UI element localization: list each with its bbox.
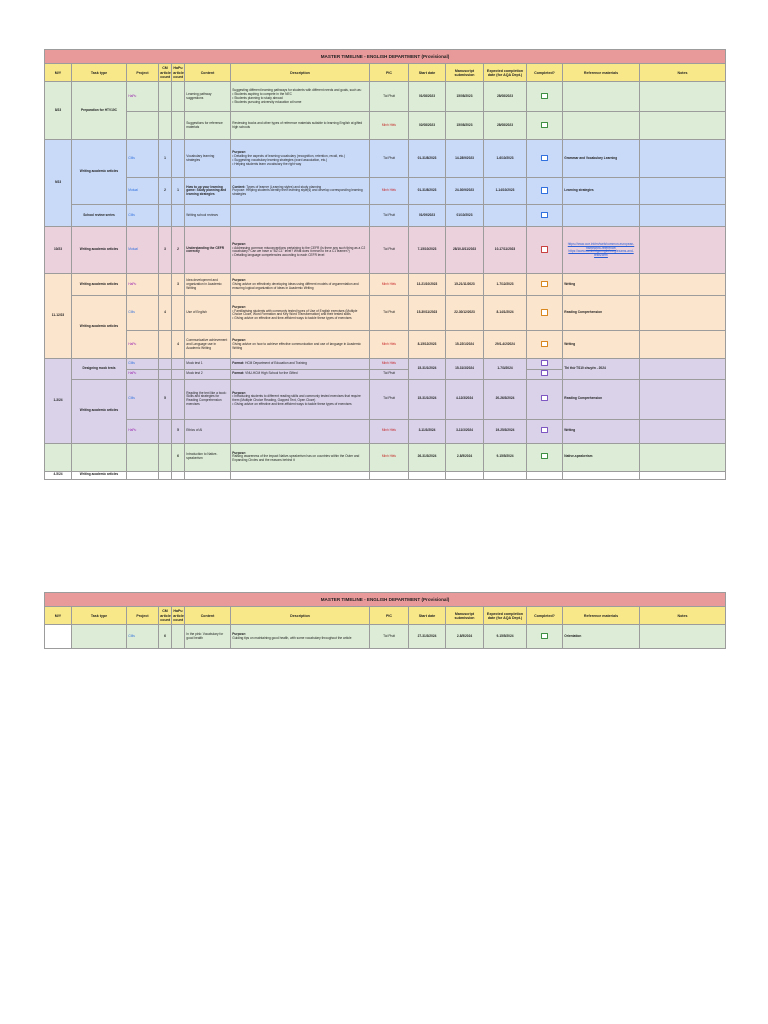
cell-content[interactable]: Writing school reviews [185,205,231,227]
completed-checkbox[interactable] [541,453,547,459]
table-row [45,82,726,112]
header-content[interactable]: Content [185,607,231,625]
timeline-table-page-2 [44,592,726,649]
completed-checkbox[interactable] [541,93,547,99]
cell-reference[interactable]: Reading Comprehension [563,296,640,331]
cell-completed[interactable] [527,369,563,379]
cell-manuscript[interactable]: 2-8/5/2024 [446,625,484,649]
table-row [45,359,726,369]
cell-expected[interactable]: 1-6/10/2023 [484,140,527,178]
cell-content[interactable]: Mock test 2 [185,369,231,379]
cell-pic[interactable]: Tài Phát [370,625,409,649]
cell-reference[interactable]: Writing [563,331,640,359]
cell-expected[interactable]: 29/1-4/2/2024 [484,331,527,359]
completed-checkbox[interactable] [541,246,547,252]
cell-task[interactable] [72,625,127,649]
cell-task[interactable]: Preparation for HTV10C [72,82,127,140]
completed-checkbox[interactable] [541,427,547,433]
cell-hapu[interactable] [172,296,185,331]
table-row [45,625,726,649]
cell-completed[interactable] [527,296,563,331]
header-my[interactable]: M/Y [45,607,72,625]
header-project[interactable]: Project [127,64,159,82]
cell-start[interactable]: 01-31/8/2023 [409,140,446,178]
cell-task[interactable] [72,443,127,471]
cell-pic[interactable]: Minh Hiếu [370,359,409,369]
desc-text: • Detailing the aspects of learning vocabulary (recognition, retention, recall, etc.) • Suggesting vocabulary learning strategies (word association, etc.) • Helping students learn vocabulary the right way [232,154,346,166]
cell-content[interactable]: How to up your learning game: Study planning and learning strategies [185,178,231,205]
cell-my[interactable]: 1-3/24 [45,359,72,443]
desc-text: VNU-HCM High School for the Gifted [245,371,298,376]
cell-my[interactable]: 9/23 [45,140,72,227]
desc-text: Raising awareness of the impact Native-speakerism has on countries within the Outer and Expanding Circles and the reasons behind it [232,454,360,463]
desc-text: Giving advice on how to achieve effective communication and use of language in Academic Writing [232,341,361,350]
cell-content[interactable]: Suggestions for reference materials [185,112,231,140]
cell-expected[interactable]: 10-17/11/2023 [484,227,527,274]
cell-task[interactable]: School review series [72,205,127,227]
cell-manuscript[interactable]: 4-12/3/2024 [446,379,484,419]
cell-expected[interactable]: 1-14/10/2023 [484,178,527,205]
cell-completed[interactable] [527,419,563,443]
header-cm-count[interactable]: CM article count [159,607,172,625]
completed-checkbox[interactable] [541,370,547,376]
cell-project[interactable]: CMs [127,205,159,227]
header-task-type[interactable]: Task type [72,64,127,82]
cell-hapu[interactable] [172,112,185,140]
cell-description[interactable] [231,227,370,274]
cell-expected[interactable]: 19-25/3/2024 [484,419,527,443]
cell-notes[interactable] [640,112,726,140]
cell-description[interactable] [231,359,370,369]
desc-text: Guiding tips on maintaining good health, with some vocabulary throughout the article [232,635,352,640]
cell-start[interactable]: 02/08/2023 [409,112,446,140]
cell-project[interactable]: CMs [127,359,159,369]
table-row [45,379,726,419]
cell-content[interactable]: Learning pathway suggestions [185,82,231,112]
desc-label: Format: [232,361,245,366]
cell-manuscript[interactable]: 15-21/11/2023 [446,274,484,296]
cell-expected[interactable] [484,205,527,227]
header-hapu-count[interactable]: HaPu article count [172,607,185,625]
cell-cm[interactable] [159,274,172,296]
cell-completed[interactable] [527,625,563,649]
cell-start[interactable]: 8-15/12/2023 [409,331,446,359]
cell-notes[interactable] [640,82,726,112]
cell-content[interactable]: Introduction to Native-speakerism [185,443,231,471]
cell-description[interactable] [231,369,370,379]
cell-pic[interactable]: Minh Hiếu [370,419,409,443]
table-row [45,140,726,178]
cell-project[interactable]: CMs [127,140,159,178]
cell-content[interactable]: Mock test 1 [185,359,231,369]
completed-checkbox[interactable] [541,341,547,347]
cell-project[interactable]: CMs [127,296,159,331]
cell-manuscript[interactable]: 14-28/9/2023 [446,140,484,178]
cell-project[interactable] [127,112,159,140]
cell-pic[interactable]: Tài Phát [370,140,409,178]
desc-label: Purpose: [232,390,247,395]
cell-start[interactable]: 7-15/10/2023 [409,227,446,274]
cell-completed[interactable] [527,331,563,359]
desc-label: Format: [232,371,245,376]
cell-task[interactable]: Writing academic articles [72,471,127,479]
desc-text: Types of learner (Learning styles) and study planning Purpose: Helping students identify their learning style(s) and develop corresponding learning strategies [232,184,363,197]
cell-notes[interactable] [640,274,726,296]
completed-checkbox[interactable] [541,155,547,161]
sheet-title: MASTER TIMELINE - ENGLISH DEPARTMENT (Provisional) [45,593,726,607]
cell-cm[interactable] [159,359,172,369]
cell-pic[interactable]: Tài Phát [370,379,409,419]
header-notes[interactable]: Notes [640,64,726,82]
desc-text: • Addressing common misconceptions pertaining to the CEFR (Is there any such thing as a C2 vocabulary? Can we have a "B2-C1" level? What does it mean to be a C1 learner?) • Detailing language competencies according to each CEFR level [232,245,366,258]
cell-pic[interactable]: Minh Hiếu [370,443,409,471]
cell-cm[interactable]: 1 [159,140,172,178]
cell-completed[interactable] [527,227,563,274]
cell-project[interactable]: CMs [127,379,159,419]
cell-completed[interactable] [527,274,563,296]
completed-checkbox[interactable] [541,187,547,193]
cell-reference[interactable]: Grammar and Vocabulary Learning [563,140,640,178]
header-description[interactable]: Description [231,64,370,82]
cell-completed[interactable] [527,140,563,178]
completed-checkbox[interactable] [541,122,547,128]
cell-cm[interactable] [159,112,172,140]
cell-start[interactable]: 3-11/3/2024 [409,419,446,443]
cell-manuscript[interactable]: 15-22/1/2024 [446,331,484,359]
header-task-type[interactable]: Task type [72,607,127,625]
cell-task[interactable]: Writing academic articles [72,379,127,443]
timeline-table-page-1 [44,49,726,480]
cell-my[interactable]: 11-12/23 [45,274,72,359]
cell-cm[interactable]: 3 [159,227,172,274]
cell-cm[interactable] [159,443,172,471]
table-row [45,274,726,296]
cell-hapu[interactable] [172,359,185,369]
cell-cm[interactable] [159,419,172,443]
cell-project[interactable]: HaPu [127,274,159,296]
cell-completed[interactable] [527,443,563,471]
cell-manuscript[interactable]: 24-30/9/2023 [446,178,484,205]
cell-description[interactable]: Suggesting different learning pathways for students with different needs and goals, such as: • Students aspiring to compete in the NEC • Students planning to study abroad • Students pursuing university education at home [231,82,370,112]
cell-notes[interactable] [640,625,726,649]
desc-label: Purpose: [232,338,247,343]
header-manuscript[interactable]: Manuscript submission [446,607,484,625]
cell-notes[interactable] [640,178,726,205]
header-expected[interactable]: Expected completion date (for AQA Dept.) [484,607,527,625]
cell-project[interactable]: Mutual [127,178,159,205]
cell-project[interactable]: HaPu [127,369,159,379]
header-content[interactable]: Content [185,64,231,82]
cell-project[interactable] [127,443,159,471]
cell-task[interactable]: Writing academic articles [72,274,127,296]
cell-manuscript[interactable]: 3-11/3/2024 [446,419,484,443]
cell-reference[interactable]: Thi thử TS10 chuyên - 2024 [563,359,640,379]
desc-text: • Familiarising students with commonly tested types of Use of English exercises (Multiple Choice Cloze, Word Formation and Key Word Transformation) and their tested skills • Giving advice on effective and time-efficient ways to tackle these types of exercises [232,308,358,321]
cell-description[interactable] [231,443,370,471]
header-completed[interactable]: Completed? [527,607,563,625]
cell-notes[interactable] [640,140,726,178]
cell-content[interactable]: Understanding the CEFR correctly [185,227,231,274]
header-project[interactable]: Project [127,607,159,625]
cell-hapu[interactable] [172,369,185,379]
table-row [45,227,726,274]
header-completed[interactable]: Completed? [527,64,563,82]
cell-notes[interactable] [640,227,726,274]
cell-expected[interactable]: 20-26/3/2024 [484,379,527,419]
cell-reference[interactable] [563,82,640,112]
desc-label: Purpose: [232,278,247,283]
cell-description[interactable] [231,274,370,296]
cell-my[interactable]: 8/23 [45,82,72,140]
table-row [45,471,726,479]
cell-content[interactable]: Vocabulary learning strategies [185,140,231,178]
cell-manuscript[interactable]: 15/08/2023 [446,82,484,112]
table-row [45,419,726,443]
cell-expected[interactable]: 28/08/2023 [484,82,527,112]
cell-task[interactable]: Writing academic articles [72,227,127,274]
header-notes[interactable]: Notes [640,607,726,625]
cell-start[interactable]: 01/08/2023 [409,82,446,112]
cell-hapu[interactable]: 5 [172,419,185,443]
cell-start[interactable]: 26-31/3/2024 [409,443,446,471]
cell-start[interactable]: 15-31/1/2024 [409,379,446,419]
cell-cm[interactable] [159,82,172,112]
cell-notes[interactable] [640,419,726,443]
cell-notes[interactable] [640,379,726,419]
completed-checkbox[interactable] [541,281,547,287]
cell-hapu[interactable]: 1 [172,178,185,205]
cell-cm[interactable] [159,331,172,359]
cell-start[interactable]: 13-21/10/2023 [409,274,446,296]
cell-notes[interactable] [640,359,726,379]
cell-pic[interactable]: Minh Hiếu [370,274,409,296]
cell-expected[interactable]: 9-15/5/2024 [484,443,527,471]
cell-start[interactable]: 15-31/1/2024 [409,359,446,379]
cell-expected[interactable]: 28/08/2023 [484,112,527,140]
desc-text: HCM Department of Education and Training [245,361,307,366]
cell-pic[interactable]: Tài Phát [370,227,409,274]
cell-my[interactable]: 10/23 [45,227,72,274]
header-cm-count[interactable]: CM article count [159,64,172,82]
cell-project[interactable]: CMs [127,625,159,649]
cell-my[interactable] [45,625,72,649]
cell-start[interactable]: 01/09/2023 [409,205,446,227]
cell-description[interactable]: Reviewing books and other types of reference materials suitable to learning English at gifted high schools [231,112,370,140]
cell-project[interactable]: HaPu [127,419,159,443]
cell-notes[interactable] [640,296,726,331]
table-row [45,112,726,140]
cell-reference[interactable]: Learning strategies [563,178,640,205]
cell-manuscript[interactable]: 15-31/3/2024 [446,359,484,379]
sheet-title: MASTER TIMELINE - ENGLISH DEPARTMENT (Provisional) [45,50,726,64]
cell-reference[interactable]: Native-speakerism [563,443,640,471]
completed-checkbox[interactable] [541,309,547,315]
cell-pic[interactable]: Tài Phát [370,205,409,227]
cell-hapu[interactable]: 6 [172,443,185,471]
cell-reference[interactable] [563,227,640,274]
header-reference[interactable]: Reference materials [563,607,640,625]
cell-reference[interactable]: Writing [563,419,640,443]
cell-cm[interactable]: 6 [159,625,172,649]
cell-manuscript[interactable]: 28/10-8/11/2023 [446,227,484,274]
cell-notes[interactable] [640,205,726,227]
desc-text: Giving advice on effectively developing ideas using different models of argumentation and ensuring logical organization of ideas in Academic Writing [232,281,359,290]
cell-completed[interactable] [527,359,563,369]
cell-content[interactable]: Use of English [185,296,231,331]
reference-link[interactable]: https://www.coe.int/en/web/common-european-framework-reference/ https://www.cambridgeenglish.org/exams-and-tests/cefr/ [567,241,635,258]
header-my[interactable]: M/Y [45,64,72,82]
cell-hapu[interactable] [172,205,185,227]
cell-manuscript[interactable]: 15/08/2023 [446,112,484,140]
table-row [45,296,726,331]
cell-hapu[interactable] [172,625,185,649]
cell-expected[interactable]: 1-7/3/2024 [484,359,527,379]
cell-hapu[interactable]: 2 [172,227,185,274]
cell-start[interactable]: 27-31/3/2024 [409,625,446,649]
cell-hapu[interactable]: 4 [172,331,185,359]
cell-completed[interactable] [527,112,563,140]
cell-pic[interactable]: Tài Phát [370,369,409,379]
completed-checkbox[interactable] [541,212,547,218]
cell-start[interactable]: 01-31/8/2023 [409,178,446,205]
cell-project[interactable]: Mutual [127,227,159,274]
cell-description[interactable] [231,379,370,419]
table-row [45,443,726,471]
completed-checkbox[interactable] [541,360,547,366]
cell-description[interactable] [231,419,370,443]
cell-reference[interactable] [563,205,640,227]
header-hapu-count[interactable]: HaPu article count [172,64,185,82]
cell-description[interactable] [231,178,370,205]
header-pic[interactable]: PIC [370,607,409,625]
header-reference[interactable]: Reference materials [563,64,640,82]
cell-start[interactable]: 15-30/11/2023 [409,296,446,331]
cell-task[interactable]: Designing mock tests [72,359,127,379]
cell-hapu[interactable] [172,379,185,419]
completed-checkbox[interactable] [541,633,547,639]
cell-content[interactable]: In the pink: Vocabulary for good health [185,625,231,649]
cell-completed[interactable] [527,205,563,227]
cell-task[interactable]: Writing academic articles [72,140,127,205]
cell-description[interactable] [231,296,370,331]
cell-my[interactable] [45,443,72,471]
cell-description[interactable] [231,331,370,359]
cell-cm[interactable] [159,205,172,227]
cell-reference[interactable]: Writing [563,274,640,296]
cell-cm[interactable] [159,369,172,379]
table-row [45,205,726,227]
cell-cm[interactable]: 5 [159,379,172,419]
table-row [45,178,726,205]
completed-checkbox[interactable] [541,395,547,401]
desc-label: Purpose: [232,304,247,309]
cell-pic[interactable]: Minh Hiếu [370,112,409,140]
cell-pic[interactable]: Tài Phát [370,82,409,112]
cell-hapu[interactable] [172,140,185,178]
cell-reference[interactable]: Reading Comprehension [563,379,640,419]
cell-manuscript[interactable]: 2-8/5/2024 [446,443,484,471]
header-start-date[interactable]: Start date [409,607,446,625]
cell-manuscript[interactable]: 22-30/12/2023 [446,296,484,331]
cell-content[interactable]: Reading the text like a book: Skills and strategies for Reading Comprehension exercises [185,379,231,419]
cell-my[interactable]: 4-5/24 [45,471,72,479]
cell-hapu[interactable] [172,82,185,112]
cell-description[interactable] [231,140,370,178]
cell-project[interactable]: HaPu [127,82,159,112]
cell-description[interactable] [231,625,370,649]
cell-pic[interactable]: Minh Hiếu [370,178,409,205]
header-expected[interactable]: Expected completion date (for AQA Dept.) [484,64,527,82]
cell-expected[interactable]: 8-14/1/2024 [484,296,527,331]
cell-reference[interactable] [563,112,640,140]
sheet-page-2 [44,592,725,649]
cell-hapu[interactable]: 3 [172,274,185,296]
desc-text: • Introducing students to different reading skills and commonly tested exercises that require them (Multiple Choice Reading, Gapped Text, Open Cloze) • Giving advice on effective and time-efficient ways to tackle these types of exercises [232,394,361,406]
cell-pic[interactable]: Minh Hiếu [370,331,409,359]
header-description[interactable]: Description [231,607,370,625]
cell-manuscript[interactable]: 01/10/2023 [446,205,484,227]
header-pic[interactable]: PIC [370,64,409,82]
cell-description[interactable] [231,205,370,227]
cell-content[interactable]: Ethics of AI [185,419,231,443]
cell-completed[interactable] [527,178,563,205]
cell-cm[interactable]: 4 [159,296,172,331]
cell-project[interactable]: HaPu [127,331,159,359]
header-manuscript[interactable]: Manuscript submission [446,64,484,82]
cell-expected[interactable]: 1-7/12/2023 [484,274,527,296]
desc-label: Purpose: [232,450,247,455]
desc-label: Purpose: [232,632,247,637]
cell-task[interactable]: Writing academic articles [72,296,127,359]
header-start-date[interactable]: Start date [409,64,446,82]
cell-cm[interactable]: 2 [159,178,172,205]
desc-label: Purpose: [232,150,247,155]
cell-notes[interactable] [640,331,726,359]
cell-expected[interactable]: 9-15/5/2024 [484,625,527,649]
cell-notes[interactable] [640,443,726,471]
desc-label: Purpose: [232,241,247,246]
desc-label: Content: [232,184,246,189]
cell-reference[interactable]: Orientation [563,625,640,649]
cell-completed[interactable] [527,379,563,419]
cell-pic[interactable]: Tài Phát [370,296,409,331]
table-row [45,331,726,359]
sheet-page-1 [44,49,725,480]
cell-completed[interactable] [527,82,563,112]
cell-content[interactable]: Idea development and organization in Academic Writing [185,274,231,296]
cell-content[interactable]: Communicative achievement and Language use in Academic Writing [185,331,231,359]
